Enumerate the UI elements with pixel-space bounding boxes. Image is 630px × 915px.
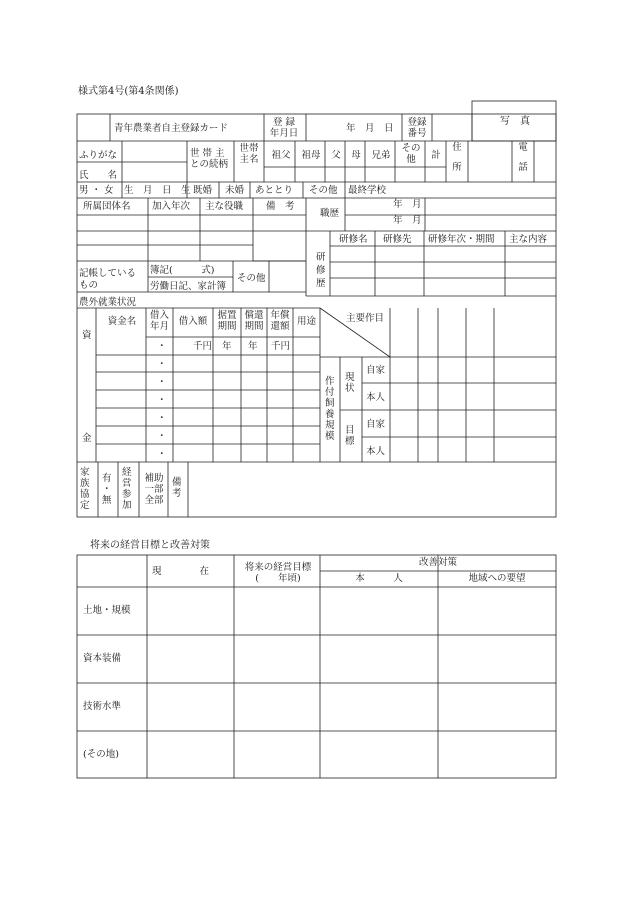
organization-header: 備 考: [266, 201, 295, 212]
form-number: 様式第4号(第4条関係): [78, 86, 179, 97]
card-title: 青年農業者自主登録カード: [114, 123, 229, 134]
basic-info-cell: 既婚: [193, 185, 213, 196]
management-participation-label: 経 営 参 加: [122, 467, 132, 511]
family-member-header: 兄弟: [371, 150, 391, 161]
head-relation-label: 世 帯 主 との続柄: [190, 148, 229, 170]
target-self-label: 自家: [366, 419, 386, 430]
family-agreement-label: 家 族 協 定: [80, 467, 90, 511]
yes-no-label: 有 ・ 無: [102, 473, 112, 506]
head-name-label: 世帯 主名: [239, 143, 259, 165]
remarks-label: 備 考: [172, 477, 182, 499]
registration-date-field[interactable]: 年 月 日: [346, 123, 394, 134]
fund-dot: ・: [157, 395, 167, 406]
fund-dot: ・: [157, 413, 167, 424]
target-person-label: 本人: [366, 446, 386, 457]
career-label: 職歴: [320, 208, 340, 219]
family-member-header: その 他: [401, 143, 421, 165]
fund-dot: ・: [157, 359, 167, 370]
fund-label-bottom: 金: [82, 433, 92, 444]
grid-box: [77, 555, 556, 778]
family-member-header: 祖母: [301, 150, 321, 161]
fund-header: 償還 期間: [244, 310, 264, 332]
fund-header: 借入 年月: [149, 310, 169, 332]
organization-header: 加入年次: [152, 201, 191, 212]
fund-unit: 千円: [271, 341, 291, 352]
fund-unit: ・: [157, 341, 167, 352]
training-history-label: 研 修 歴: [316, 252, 326, 289]
fund-header: 借入額: [178, 316, 208, 327]
registration-date-label: 登 録 年月日: [269, 117, 299, 139]
bookkeeping-other-label: その他: [237, 273, 266, 284]
name-label: 氏 名: [79, 170, 118, 181]
training-header: 研修名: [339, 234, 368, 245]
basic-info-cell: 男 ・ 女: [79, 185, 114, 196]
current-person-label: 本人: [366, 392, 386, 403]
crop-scale-label: 作 付 飼 養 規 模: [325, 376, 335, 442]
current-status-label: 現 状: [345, 372, 355, 394]
phone-label: 電 話: [518, 142, 528, 173]
furigana-label: ふりがな: [79, 150, 118, 161]
family-member-header: 母: [351, 150, 361, 161]
section2-title: 将来の経営目標と改善対策: [90, 540, 210, 551]
fund-unit: 年: [248, 341, 258, 352]
s2-row-label: 土地・規模: [83, 605, 131, 616]
fund-unit: 千円: [193, 341, 213, 352]
fund-header: 用途: [296, 316, 316, 327]
basic-info-cell: 未婚: [225, 185, 245, 196]
s2-row-label: (その地): [83, 749, 119, 760]
family-member-header: 計: [431, 150, 441, 161]
bookkeeping-item-1: 簿記( 式): [150, 265, 215, 276]
organization-header: 所属団体名: [83, 201, 131, 212]
address-label: 住 所: [452, 142, 462, 173]
bookkeeping-label: 記帳している もの: [79, 268, 137, 291]
s2-row-label: 技術水準: [83, 701, 122, 712]
target-label: 目 標: [345, 425, 355, 447]
basic-info-cell: 生 月 日 生: [124, 185, 191, 196]
s2-current-header: 現 在: [152, 566, 210, 577]
s2-row-label: 資本装備: [83, 653, 122, 664]
bookkeeping-item-2: 労働日記、家計簿: [150, 281, 227, 292]
family-member-header: 祖父: [271, 150, 291, 161]
s2-region-header: 地域への要望: [468, 573, 526, 584]
training-header: 主な内容: [509, 234, 548, 245]
basic-info-cell: その他: [309, 185, 338, 196]
s2-measures-header: 改善対策: [418, 557, 457, 568]
s2-person-header: 本 人: [355, 573, 403, 584]
s2-goal-header: 将来の経営目標 ( 年頃): [244, 562, 312, 584]
training-header: 研修先: [383, 234, 412, 245]
crop-header: 主要作目: [346, 313, 385, 324]
training-header: 研修年次・期間: [428, 234, 495, 245]
fund-header: 据置 期間: [217, 310, 237, 332]
fund-dot: ・: [157, 449, 167, 460]
organization-header: 主な役職: [205, 201, 244, 212]
fund-dot: ・: [157, 431, 167, 442]
fund-unit: 年: [222, 341, 232, 352]
registration-number-label: 登録 番号: [407, 117, 427, 139]
basic-info-cell: あととり: [255, 185, 294, 196]
career-year-month-1: 年 月: [393, 199, 422, 210]
current-self-label: 自家: [366, 365, 386, 376]
photo-label: 写 真: [500, 116, 530, 127]
fund-label-top: 資: [82, 330, 92, 341]
fund-header: 資金名: [107, 316, 137, 327]
family-member-header: 父: [331, 150, 341, 161]
basic-info-cell: 最終学校: [348, 185, 387, 196]
career-year-month-2: 年 月: [393, 215, 422, 226]
fund-header: 年償 還額: [270, 310, 290, 332]
fund-dot: ・: [157, 377, 167, 388]
form-grid-lines: [77, 101, 556, 778]
offfarm-employment-label: 農外就業状況: [79, 297, 137, 308]
subsidy-label: 補助 一部 全部: [144, 473, 164, 506]
